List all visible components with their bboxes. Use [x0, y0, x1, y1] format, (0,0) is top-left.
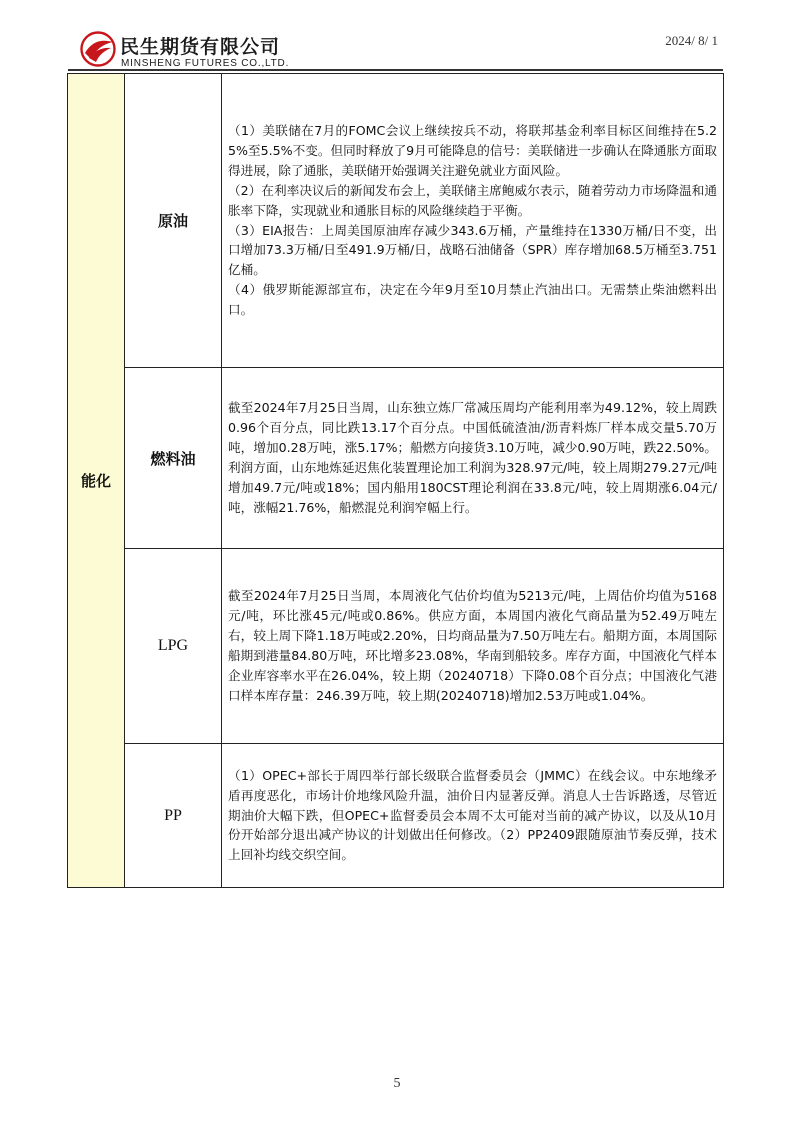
product-cell: PP: [125, 744, 222, 888]
table-row-fuel-oil: [68, 368, 724, 549]
description-cell: [222, 549, 724, 744]
paragraph: （3）EIA报告：上周美国原油库存减少343.6万桶，产量维持在1330万桶/日不变，出口增加73.3万桶/日至491.9万桶/日，战略石油储备（SPR）库存增加68.5万桶至3.751亿桶。: [228, 222, 717, 278]
product-cell: 原油: [125, 74, 222, 368]
commodity-table: [67, 73, 724, 888]
report-date: 2024/ 8/ 1: [665, 33, 718, 48]
paragraph: （1）美联储在7月的FOMC会议上继续按兵不动，将联邦基金利率目标区间维持在5.25%至5.5%不变。但同时释放了9月可能降息的信号：美联储进一步确认在降通胀方面取得进展，除了通胀，美联储开始强调关注避免就业方面风险。: [228, 122, 717, 178]
page-number: 5: [393, 1076, 401, 1091]
paragraph: 截至2024年7月25日当周，山东独立炼厂常减压周均产能利用率为49.12%，较上周跌0.96个百分点，同比跌13.17个百分点。中国低硫渣油/沥青料炼厂样本成交量5.70万吨，增加0.28万吨，涨5.17%；船燃方向接货3.10万吨，减少0.90万吨，跌22.50%。利润方面，山东地炼延迟焦化装置理论加工利润为328.97元/吨，较上周期279.27元/吨增加49.7元/吨或18%；国内船用180CST理论利润在33.8元/吨，较上周期涨6.04元/吨，涨幅21.76%，船燃混兑利润窄幅上行。: [228, 400, 717, 515]
minsheng-logo-icon: [80, 31, 116, 67]
description-cell: [222, 368, 724, 549]
header-divider: [68, 69, 723, 71]
company-name-cn: 民生期货有限公司: [120, 36, 281, 58]
table-row-pp: [68, 744, 724, 888]
paragraph: （1）OPEC+部长于周四举行部长级联合监督委员会（JMMC）在线会议。中东地缘矛盾再度恶化，市场计价地缘风险升温，油价日内显著反弹。消息人士告诉路透，尽管近期油价大幅下跌，但OPEC+监督委员会本周不太可能对当前的减产协议，以及从10月份开始部分退出减产协议的计划做出任何修改。（2）PP2409跟随原油节奏反弹，技术上回补均线交织空间。: [228, 767, 717, 863]
product-cell: LPG: [125, 549, 222, 744]
page-header: [0, 0, 794, 75]
table-row-lpg: [68, 549, 724, 744]
description-cell: [222, 74, 724, 368]
table-row-crude-oil: [68, 74, 724, 368]
paragraph: （4）俄罗斯能源部宣布，决定在今年9月至10月禁止汽油出口。无需禁止柴油燃料出口。: [228, 282, 717, 318]
description-cell: [222, 744, 724, 888]
product-cell: 燃料油: [125, 368, 222, 549]
company-name-en: MINSHENG FUTURES CO.,LTD.: [121, 58, 290, 69]
paragraph: （2）在利率决议后的新闻发布会上，美联储主席鲍威尔表示，随着劳动力市场降温和通胀率下降，实现就业和通胀目标的风险继续趋于平衡。: [228, 182, 717, 218]
sector-cell: 能化: [68, 74, 125, 888]
paragraph: 截至2024年7月25日当周，本周液化气估价均值为5213元/吨，上周估价均值为5168元/吨，环比涨45元/吨或0.86%。供应方面，本周国内液化气商品量为52.49万吨左右，较上周下降1.18万吨或2.20%，日均商品量为7.50万吨左右。船期方面，本周国际船期到港量84.80万吨，环比增多23.08%，华南到船较多。库存方面，中国液化气样本企业库容率水平在26.04%，较上期（20240718）下降0.08个百分点；中国液化气港口样本库存量：246.39万吨，较上期(20240718)增加2.53万吨或1.04%。: [228, 588, 717, 703]
